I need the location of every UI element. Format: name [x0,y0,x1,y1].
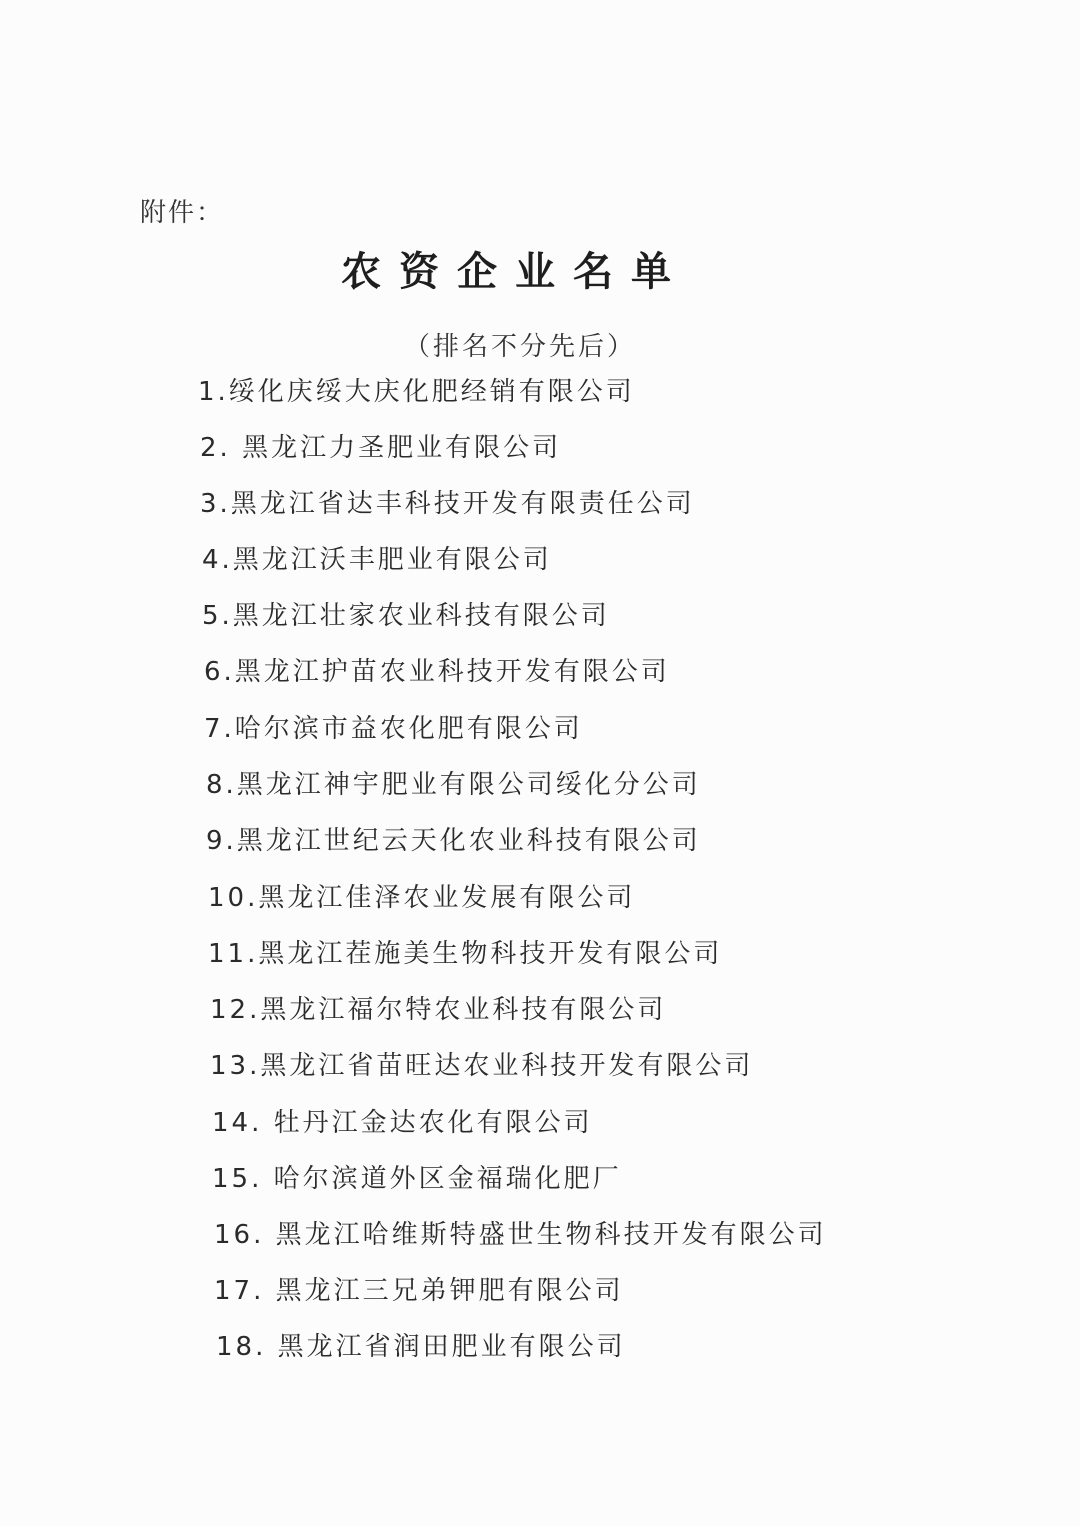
list-item: 17. 黑龙江三兄弟钾肥有限公司 [214,1276,624,1306]
list-item: 13.黑龙江省苗旺达农业科技开发有限公司 [210,1051,754,1081]
list-item: 15. 哈尔滨道外区金福瑞化肥厂 [212,1164,622,1194]
list-item: 8.黑龙江神宇肥业有限公司绥化分公司 [206,770,701,800]
list-item: 2. 黑龙江力圣肥业有限公司 [200,433,562,463]
list-item: 16. 黑龙江哈维斯特盛世生物科技开发有限公司 [214,1220,827,1250]
list-item: 9.黑龙江世纪云天化农业科技有限公司 [206,826,701,856]
list-item: 3.黑龙江省达丰科技开发有限责任公司 [200,489,695,519]
list-item: 1.绥化庆绥大庆化肥经销有限公司 [198,377,635,407]
list-item: 7.哈尔滨市益农化肥有限公司 [204,714,583,744]
list-item: 5.黑龙江壮家农业科技有限公司 [202,601,610,631]
document-title: 农资企业名单 [341,248,689,295]
list-item: 11.黑龙江茬施美生物科技开发有限公司 [208,939,723,969]
list-item: 10.黑龙江佳泽农业发展有限公司 [208,883,636,913]
list-item: 12.黑龙江福尔特农业科技有限公司 [210,995,667,1025]
attachment-label: 附件： [140,198,225,228]
document-subtitle: （排名不分先后） [404,332,637,362]
list-item: 14. 牡丹江金达农化有限公司 [212,1108,593,1138]
list-item: 6.黑龙江护苗农业科技开发有限公司 [204,657,670,687]
list-item: 4.黑龙江沃丰肥业有限公司 [202,545,552,575]
list-item: 18. 黑龙江省润田肥业有限公司 [216,1332,626,1362]
